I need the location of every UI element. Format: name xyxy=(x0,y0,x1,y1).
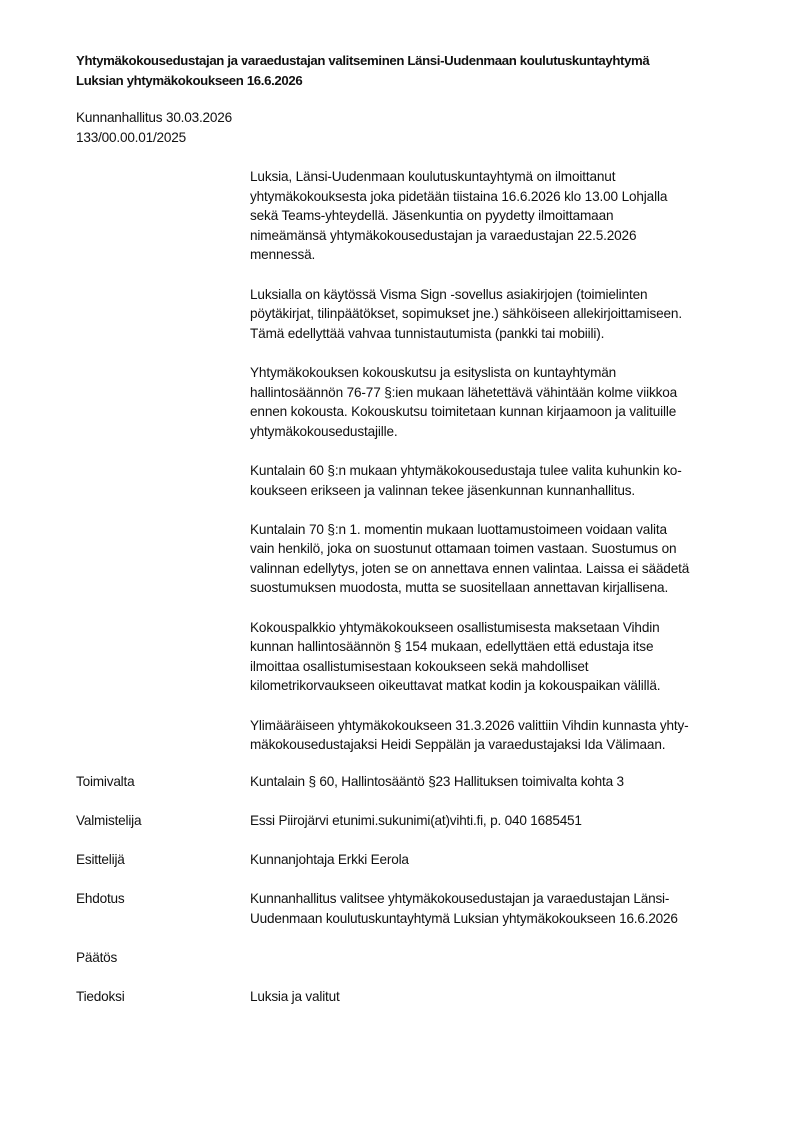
text-line: hallintosäännön 76-77 §:ien mukaan lähetettävä vähintään kolme viikkoa xyxy=(250,384,678,400)
field-value xyxy=(250,850,760,870)
paragraph-kokouspalkkio xyxy=(250,618,740,696)
text-line: Luksia ja valitut xyxy=(250,989,340,1004)
field-value xyxy=(250,772,760,792)
text-line: valinnan edellytys, joten se on annettava ennen valintaa. Laissa ei säädetä xyxy=(250,560,690,576)
text-line: koukseen erikseen ja valinnan tekee jäsenkunnan kunnanhallitus. xyxy=(250,482,636,498)
text-line: yhtymäkokousedustajille. xyxy=(250,423,398,439)
field-label: Toimivalta xyxy=(76,774,135,789)
text-line: Luksialla on käytössä Visma Sign -sovellus asiakirjojen (toimielinten xyxy=(250,286,648,302)
text-line: yhtymäkokouksesta joka pidetään tiistaina 16.6.2026 klo 13.00 Lohjalla xyxy=(250,188,668,204)
paragraph-kuntalain-70 xyxy=(250,520,740,598)
paragraph-previous-selection xyxy=(250,716,740,755)
text-line: mennessä. xyxy=(250,247,316,263)
text-line: ilmoittaa osallistumisestaan kokoukseen sekä mahdolliset xyxy=(250,658,589,674)
document-title xyxy=(76,51,756,91)
text-line: Tämä edellyttää vahvaa tunnistautumista (pankki tai mobiili). xyxy=(250,325,605,341)
text-line: Essi Piirojärvi etunimi.sukunimi(at)vihti.fi, p. 040 1685451 xyxy=(250,813,582,828)
document-meta xyxy=(76,108,232,148)
field-value xyxy=(250,889,760,928)
field-value xyxy=(250,987,760,1007)
title-line: Yhtymäkokousedustajan ja varaedustajan valitseminen Länsi-Uudenmaan koulutuskuntayhtymä xyxy=(76,53,650,68)
text-line: nimeämänsä yhtymäkokousedustajan ja varaedustajan 22.5.2026 xyxy=(250,227,637,243)
text-line: suostumuksen muodosta, mutta se suositellaan annettavan kirjallisena. xyxy=(250,580,669,596)
text-line: Kokouspalkkio yhtymäkokoukseen osallistumisesta maksetaan Vihdin xyxy=(250,619,660,635)
text-line: Yhtymäkokouksen kokouskutsu ja esityslista on kuntayhtymän xyxy=(250,364,617,380)
text-line: Kunnanhallitus valitsee yhtymäkokousedustajan ja varaedustajan Länsi- xyxy=(250,891,670,906)
field-label: Esittelijä xyxy=(76,852,125,867)
paragraph-invitation xyxy=(250,363,740,441)
meeting-date: Kunnanhallitus 30.03.2026 xyxy=(76,110,232,125)
text-line: vain henkilö, joka on suostunut ottamaan toimen vastaan. Suostumus on xyxy=(250,541,677,557)
title-line: Luksian yhtymäkokoukseen 16.6.2026 xyxy=(76,73,303,88)
field-value xyxy=(250,811,760,831)
text-line: Kuntalain 60 §:n mukaan yhtymäkokousedustaja tulee valita kuhunkin ko- xyxy=(250,462,682,478)
paragraph-visma-sign xyxy=(250,285,740,344)
text-line: Luksia, Länsi-Uudenmaan koulutuskuntayhtymä on ilmoittanut xyxy=(250,169,616,184)
paragraph-announcement xyxy=(250,167,740,265)
text-line: Kunnanjohtaja Erkki Eerola xyxy=(250,852,409,867)
text-line: Kuntalain 70 §:n 1. momentin mukaan luottamustoimeen voidaan valita xyxy=(250,521,667,537)
text-line: sekä Teams-yhteydellä. Jäsenkuntia on pyydetty ilmoittamaan xyxy=(250,208,614,224)
text-line: Ylimääräiseen yhtymäkokoukseen 31.3.2026 valittiin Vihdin kunnasta yhty- xyxy=(250,717,689,733)
text-line: kilometrikorvaukseen oikeuttavat matkat kodin ja kokouspaikan välillä. xyxy=(250,678,661,694)
field-label: Päätös xyxy=(76,950,118,965)
text-line: kunnan hallintosäännön § 154 mukaan, edellyttäen että edustaja itse xyxy=(250,639,654,655)
text-line: Kuntalain § 60, Hallintosääntö §23 Hallituksen toimivalta kohta 3 xyxy=(250,774,624,789)
record-number: 133/00.00.01/2025 xyxy=(76,130,186,145)
field-label: Valmistelija xyxy=(76,813,142,828)
document-body xyxy=(250,167,740,774)
paragraph-kuntalain-60 xyxy=(250,461,740,500)
text-line: mäkokousedustajaksi Heidi Seppälän ja varaedustajaksi Ida Välimaan. xyxy=(250,737,666,753)
field-label: Tiedoksi xyxy=(76,989,125,1004)
text-line: ennen kokousta. Kokouskutsu toimitetaan kunnan kirjaamoon ja valituille xyxy=(250,404,677,420)
text-line: pöytäkirjat, tilinpäätökset, sopimukset jne.) sähköiseen allekirjoittamiseen. xyxy=(250,306,682,322)
text-line: Uudenmaan koulutuskuntayhtymä Luksian yhtymäkokoukseen 16.6.2026 xyxy=(250,910,678,926)
field-label: Ehdotus xyxy=(76,891,125,906)
